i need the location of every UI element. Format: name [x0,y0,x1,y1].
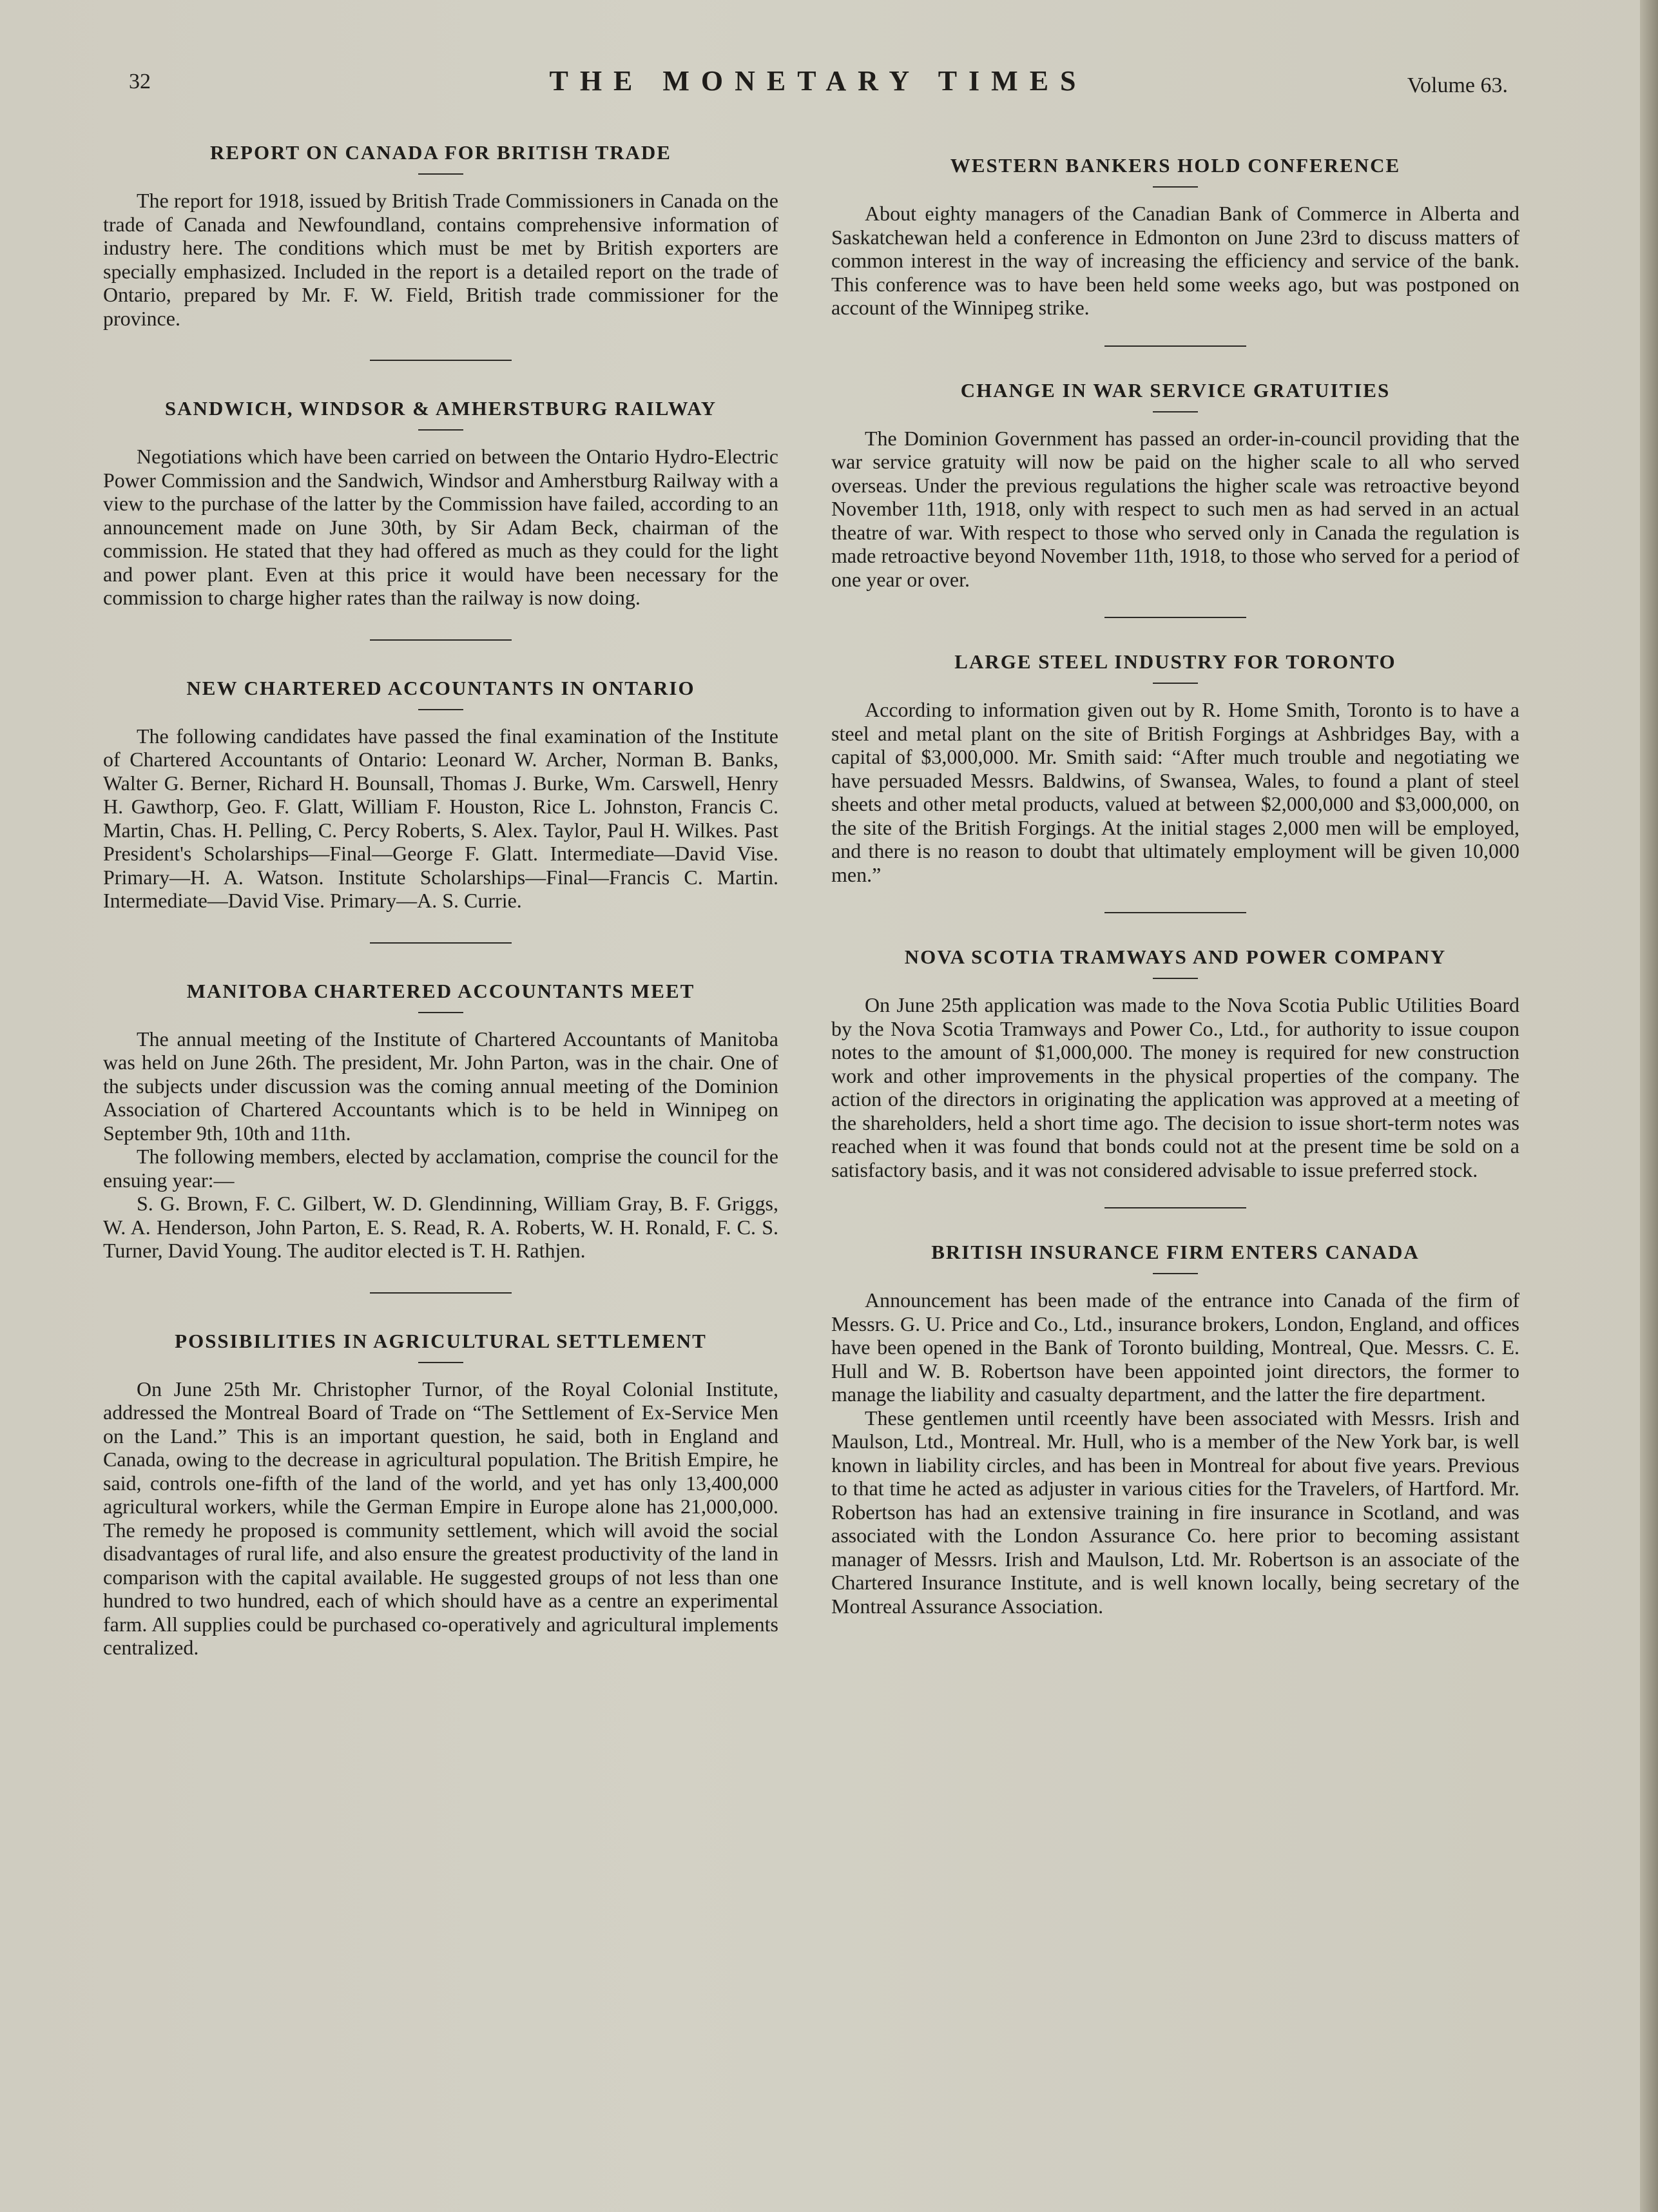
title-rule [1153,1273,1198,1274]
article-separator [1104,617,1246,618]
title-rule [418,429,463,431]
article-nova-scotia-tramways [831,943,1519,1181]
title-rule [418,1012,463,1013]
article-war-gratuities [831,376,1519,592]
page-header [129,64,1508,116]
article-title: MANITOBA CHARTERED ACCOUNTANTS MEET [186,979,695,1002]
article-agricultural-settlement [103,1327,778,1660]
article-separator [1104,912,1246,913]
article-title: REPORT ON CANADA FOR BRITISH TRADE [209,141,671,164]
article-title: NEW CHARTERED ACCOUNTANTS IN ONTARIO [186,676,695,699]
page-spine-edge [1640,0,1658,2212]
article-separator [370,1292,512,1294]
article-report-british-trade [103,139,778,330]
article-title: WESTERN BANKERS HOLD CONFERENCE [950,154,1401,177]
article-separator [1104,345,1246,347]
article-sandwich-railway [103,394,778,610]
article-paragraph: About eighty managers of the Canadian Bank of Commerce in Alberta and Saskatchewan held a conference in Edmonton on June 23rd to discuss matters of common interest in the way of increasing the efficiency and service of the bank. This conference was to have been held some weeks ago, but was postponed on account of the Winnipeg strike. [831,202,1519,319]
article-title: CHANGE IN WAR SERVICE GRATUITIES [960,378,1391,402]
article-paragraph: The Dominion Government has passed an order-in-council providing that the war service gratuity will now be paid on the higher scale to all who served overseas. Under the previous regulations the higher scale was retroactive beyond November 11th, 1918, only with respect to such men as had served in an actual theatre of war. With respect to those who served only in Canada the regulation is made retroactive beyond November 11th, 1918, to those who served for a period of one year or over. [831,426,1519,591]
article-steel-industry [831,648,1519,886]
article-paragraph: The annual meeting of the Institute of Chartered Accountants of Manitoba was held on June 26th. The president, Mr. John Parton, was in the chair. One of the subjects under discussion was the coming annual meeting of the Dominion Association of Chartered Accountants which is to be held in Winnipeg on September 9th, 10th and 11th. [103,1027,778,1145]
title-rule [1153,411,1198,412]
title-rule [418,173,463,175]
article-title: LARGE STEEL INDUSTRY FOR TORONTO [954,650,1396,673]
title-rule [418,1362,463,1363]
article-paragraph: On June 25th Mr. Christopher Turnor, of the Royal Colonial Institute, addressed the Montreal Board of Trade on “The Settlement of Ex-Service Men on the Land.” This is an important question, he said, both in England and Canada, owing to the decrease in agricultural population. The British Empire, he said, controls one-fifth of the land of the world, and yet has only 13,400,000 agricultural workers, while the German Empire in Europe alone has 21,000,000. The remedy he proposed is community settlement, which will avoid the social disadvantages of rural life, and also ensure the greatest productivity of the land in comparison with the capital available. He suggested groups of not less than one hundred to two hundred, each of which should have as a centre an experimental farm. All supplies could be purchased co-operatively and agricultural implements centralized. [103,1377,778,1659]
title-rule [418,709,463,710]
title-rule [1153,186,1198,188]
publication-title: THE MONETARY TIMES [549,65,1088,97]
page-number: 32 [129,70,151,93]
article-paragraph: The following candidates have passed the final examination of the Institute of Chartered Accountants of Ontario: Leonard W. Archer, Norman B. Banks, Walter G. Berner, Richard H. Bounsall, Thomas J. Burke, Wm. Carswell, Henry H. Gawthorp, Geo. F. Glatt, William F. Houston, Rice L. Johnston, Francis C. Martin, Chas. H. Pelling, C. Percy Roberts, S. Alex. Taylor, Paul H. Wilkes. Past President's Scholarships—Final—George F. Glatt. Intermediate—David Vise. Primary—H. A. Watson. Institute Scholarships—Final—Francis C. Martin. Intermediate—David Vise. Primary—A. S. Currie. [103,724,778,912]
title-rule [1153,683,1198,684]
article-paragraph: The report for 1918, issued by British Trade Commissioners in Canada on the trade of Canada and Newfoundland, contains comprehensive information of industry here. The conditions which must be met by British exporters are specially emphasized. Included in the report is a detailed report on the trade of Ontario, prepared by Mr. F. W. Field, British trade commissioner for the province. [103,189,778,330]
article-separator [370,942,512,944]
article-separator [370,360,512,361]
left-column [103,139,778,1660]
article-british-insurance [831,1238,1519,1618]
article-paragraph: The following members, elected by acclamation, comprise the council for the ensuing year:— [103,1145,778,1192]
article-title: BRITISH INSURANCE FIRM ENTERS CANADA [931,1241,1420,1263]
volume-label: Volume 63. [1407,73,1508,97]
article-separator [370,639,512,641]
article-paragraph: Announcement has been made of the entrance into Canada of the firm of Messrs. G. U. Price and Co., Ltd., insurance brokers, London, England, and offices have been opened in the Bank of Toronto building, Montreal, Que. Messrs. C. E. Hull and W. B. Robertson have been appointed joint directors, the former to manage the liability and casualty department, and the latter the fire department. [831,1288,1519,1406]
article-separator [1104,1207,1246,1208]
article-manitoba-accountants [103,977,778,1263]
article-ontario-accountants [103,674,778,913]
title-rule [1153,978,1198,979]
article-title: NOVA SCOTIA TRAMWAYS AND POWER COMPANY [904,946,1447,968]
article-paragraph: On June 25th application was made to the Nova Scotia Public Utilities Board by the Nova Scotia Tramways and Power Co., Ltd., for authority to issue coupon notes to the amount of $1,000,000. The money is required for new construction work and other improvements in the physical properties of the company. The action of the directors in originating the application was approved at a meeting of the shareholders, held a short time ago. The decision to issue short-term notes was reached when it was found that bonds could not at the present time be sold on a satisfactory basis, and it was not considered advisable to issue preferred stock. [831,993,1519,1181]
article-paragraph: Negotiations which have been carried on between the Ontario Hydro-Electric Power Commission and the Sandwich, Windsor and Amherstburg Railway with a view to the purchase of the latter by the Commission have failed, according to an announcement made on June 30th, by Sir Adam Beck, chairman of the commission. He stated that they had offered as much as they could for the light and power plant. Even at this price it would have been necessary for the commission to charge higher rates than the railway is now doing. [103,445,778,609]
article-western-bankers [831,151,1519,320]
article-title: SANDWICH, WINDSOR & AMHERSTBURG RAILWAY [164,397,717,420]
right-column [831,151,1519,1618]
article-paragraph: S. G. Brown, F. C. Gilbert, W. D. Glendinning, William Gray, B. F. Griggs, W. A. Henderson, John Parton, E. S. Read, R. A. Roberts, W. H. Ronald, F. C. S. Turner, David Young. The auditor elected is T. H. Rathjen. [103,1192,778,1262]
article-title: POSSIBILITIES IN AGRICULTURAL SETTLEMENT [175,1329,707,1352]
article-paragraph: According to information given out by R. Home Smith, Toronto is to have a steel and metal plant on the site of British Forgings at Ashbridges Bay, with a capital of $3,000,000. Mr. Smith said: “After much trouble and negotiating we have persuaded Messrs. Baldwins, of Swansea, Wales, to found a plant of steel sheets and other metal products, valued at between $2,000,000 and $3,000,000, on the site of the British Forgings. At the initial stages 2,000 men will be employed, and there is no reason to doubt that ultimately employment will be given 10,000 men.” [831,698,1519,886]
article-paragraph: These gentlemen until rceently have been associated with Messrs. Irish and Maulson, Ltd., Montreal. Mr. Hull, who is a member of the New York bar, is well known in liability circles, and has been in Montreal for about five years. Previous to that time he acted as adjuster in various cities for the Travelers, of Hartford. Mr. Robertson has had an extensive training in fire insurance in Scotland, and was associated with the London Assurance Co. here prior to becoming assistant manager of Messrs. Irish and Maulson, Ltd. Mr. Robertson is an associate of the Chartered Insurance Institute, and is well known locally, being secretary of the Montreal Assurance Association. [831,1406,1519,1618]
